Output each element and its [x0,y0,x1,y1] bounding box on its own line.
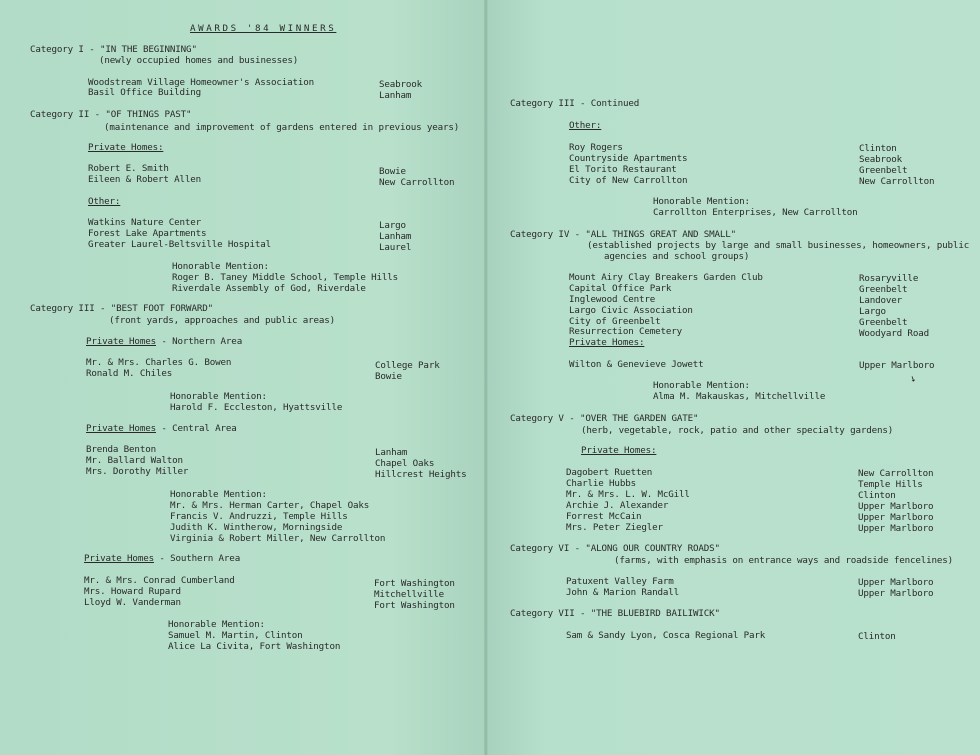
cat5-private-place: Temple Hills [858,479,923,490]
cat2-other-label: Other: [88,196,121,207]
cat3-central-header [86,423,237,434]
cat4-subtitle: agencies and school groups) [604,251,750,262]
cat2-other-name: Greater Laurel-Beltsville Hospital [88,239,271,250]
cat3c-heading: Category III - Continued [510,98,640,109]
cat4-private-place: Upper Marlboro [859,360,935,371]
cat3-central-name: Mrs. Dorothy Miller [86,466,189,477]
cat2-hm-label: Honorable Mention: [172,261,269,272]
cat4-entry-name: Mount Airy Clay Breakers Garden Club [569,272,763,283]
cat3c-other-name: Roy Rogers [569,142,623,153]
page-title: AWARDS '84 WINNERS [190,23,337,34]
cat3c-other-place: Greenbelt [859,165,908,176]
cat5-private-place: Clinton [858,490,896,501]
cat6-entry-name: Patuxent Valley Farm [566,576,674,587]
cat5-subtitle: (herb, vegetable, rock, patio and other specialty gardens) [581,425,894,436]
cat4-entry-place: Greenbelt [859,284,908,295]
private-homes-label: Private Homes [86,336,156,347]
area-label: - Central Area [155,423,237,434]
cat6-entry-place: Upper Marlboro [858,588,934,599]
cat3-central-name: Brenda Benton [86,444,156,455]
cat3-central-hm-item: Judith K. Wintherow, Morningside [170,522,343,533]
cat3c-other-place: New Carrollton [859,176,935,187]
cat6-subtitle: (farms, with emphasis on entrance ways and roadside fencelines) [614,555,954,566]
cat3-heading: Category III - "BEST FOOT FORWARD" [30,303,213,314]
cat4-subtitle: (established projects by large and small businesses, homeowners, public [587,240,970,251]
cat5-private-place: Upper Marlboro [858,501,934,512]
cat2-private-place: Bowie [379,166,406,177]
cat3-southern-name: Lloyd W. Vanderman [84,597,181,608]
cat3-southern-header [84,553,240,564]
cat3-southern-place: Fort Washington [374,578,455,589]
cat3c-other-label: Other: [569,120,602,131]
cat3c-other-name: Countryside Apartments [569,153,688,164]
cat6-entry-place: Upper Marlboro [858,577,934,588]
cat2-hm-item: Riverdale Assembly of God, Riverdale [172,283,366,294]
cat6-entry-name: John & Marion Randall [566,587,680,598]
cat2-other-name: Watkins Nature Center [88,217,202,228]
cat3-northern-name: Mr. & Mrs. Charles G. Bowen [86,357,232,368]
cat1-entry-place: Lanham [379,90,412,101]
cat2-other-place: Laurel [379,242,412,253]
cat5-private-place: New Carrollton [858,468,934,479]
cat3-central-hm-item: Francis V. Andruzzi, Temple Hills [170,511,348,522]
cat1-entry-place: Seabrook [379,79,423,90]
cat2-subtitle: (maintenance and improvement of gardens entered in previous years) [104,122,460,133]
cat4-entry-name: Capital Office Park [569,283,672,294]
private-homes-label: Private Homes [86,423,156,434]
cat1-heading: Category I - "IN THE BEGINNING" [30,44,197,55]
cat5-private-label: Private Homes: [581,445,657,456]
cat4-entry-place: Woodyard Road [859,328,929,339]
cat3c-other-place: Clinton [859,143,897,154]
cat5-private-place: Upper Marlboro [858,523,934,534]
cat4-heading: Category IV - "ALL THINGS GREAT AND SMALL" [510,229,737,240]
cat3-northern-name: Ronald M. Chiles [86,368,173,379]
cat3c-hm-item: Carrollton Enterprises, New Carrollton [653,207,858,218]
cat3-southern-place: Fort Washington [374,600,455,611]
cat2-private-name: Eileen & Robert Allen [88,174,202,185]
cat3c-other-place: Seabrook [859,154,903,165]
cat3-central-hm-label: Honorable Mention: [170,489,267,500]
cat5-heading: Category V - "OVER THE GARDEN GATE" [510,413,699,424]
cat2-private-label: Private Homes: [88,142,164,153]
cat3-subtitle: (front yards, approaches and public areas) [109,315,336,326]
right-page [486,0,980,755]
cat4-entry-place: Landover [859,295,903,306]
cat3-southern-name: Mrs. Howard Rupard [84,586,181,597]
cat3-northern-place: Bowie [375,371,402,382]
cat5-private-name: Forrest McCain [566,511,642,522]
cat3-southern-hm-item: Samuel M. Martin, Clinton [168,630,303,641]
cat1-entry-name: Basil Office Building [88,87,202,98]
cat3-northern-hm-item: Harold F. Eccleston, Hyattsville [170,402,343,413]
cat5-private-name: Mr. & Mrs. L. W. McGill [566,489,690,500]
cat4-private-name: Wilton & Genevieve Jowett [569,359,704,370]
cat7-entry-place: Clinton [858,631,896,642]
cat3-southern-place: Mitchellville [374,589,444,600]
cat4-entry-name: Inglewood Centre [569,294,656,305]
cat3-central-name: Mr. Ballard Walton [86,455,183,466]
cat2-private-name: Robert E. Smith [88,163,169,174]
cat3-central-place: Hillcrest Heights [375,469,467,480]
cat3c-other-name: El Torito Restaurant [569,164,677,175]
cat3-northern-hm-label: Honorable Mention: [170,391,267,402]
cat4-hm-item: Alma M. Makauskas, Mitchellville [653,391,826,402]
cat5-private-name: Mrs. Peter Ziegler [566,522,663,533]
cat7-heading: Category VII - "THE BLUEBIRD BAILIWICK" [510,608,720,619]
cat2-private-place: New Carrollton [379,177,455,188]
cat3c-other-name: City of New Carrollton [569,175,688,186]
cat3-southern-hm-item: Alice La Civita, Fort Washington [168,641,341,652]
cat5-private-place: Upper Marlboro [858,512,934,523]
cat2-other-place: Largo [379,220,406,231]
cat2-other-name: Forest Lake Apartments [88,228,207,239]
cat2-other-place: Lanham [379,231,412,242]
cat1-entry-name: Woodstream Village Homeowner's Association [88,77,315,88]
cat3-northern-place: College Park [375,360,440,371]
cat3-central-place: Chapel Oaks [375,458,435,469]
cat5-private-name: Dagobert Ruetten [566,467,653,478]
cat3-northern-header [86,336,242,347]
cat4-hm-label: Honorable Mention: [653,380,750,391]
private-homes-label: Private Homes [84,553,154,564]
cat6-heading: Category VI - "ALONG OUR COUNTRY ROADS" [510,543,720,554]
cat4-entry-place: Greenbelt [859,317,908,328]
page-fold [484,0,488,755]
cat4-entry-place: Rosaryville [859,273,919,284]
area-label: - Northern Area [155,336,243,347]
cat7-entry-name: Sam & Sandy Lyon, Cosca Regional Park [566,630,766,641]
cat5-private-name: Charlie Hubbs [566,478,636,489]
cat1-subtitle: (newly occupied homes and businesses) [99,55,299,66]
cat4-private-label: Private Homes: [569,337,645,348]
cat3-southern-name: Mr. & Mrs. Conrad Cumberland [84,575,235,586]
cat4-entry-name: Largo Civic Association [569,305,693,316]
cat3-central-hm-item: Virginia & Robert Miller, New Carrollton [170,533,386,544]
area-label: - Southern Area [153,553,241,564]
cat4-entry-name: Resurrection Cemetery [569,326,683,337]
cat4-entry-name: City of Greenbelt [569,316,661,327]
cat2-hm-item: Roger B. Taney Middle School, Temple Hills [172,272,399,283]
cat3-central-hm-item: Mr. & Mrs. Herman Carter, Chapel Oaks [170,500,370,511]
cat4-entry-place: Largo [859,306,886,317]
cat5-private-name: Archie J. Alexander [566,500,669,511]
cat3c-hm-label: Honorable Mention: [653,196,750,207]
cat3-central-place: Lanham [375,447,408,458]
cat3-southern-hm-label: Honorable Mention: [168,619,265,630]
cat2-heading: Category II - "OF THINGS PAST" [30,109,192,120]
pen-mark: ↘ [907,372,918,385]
